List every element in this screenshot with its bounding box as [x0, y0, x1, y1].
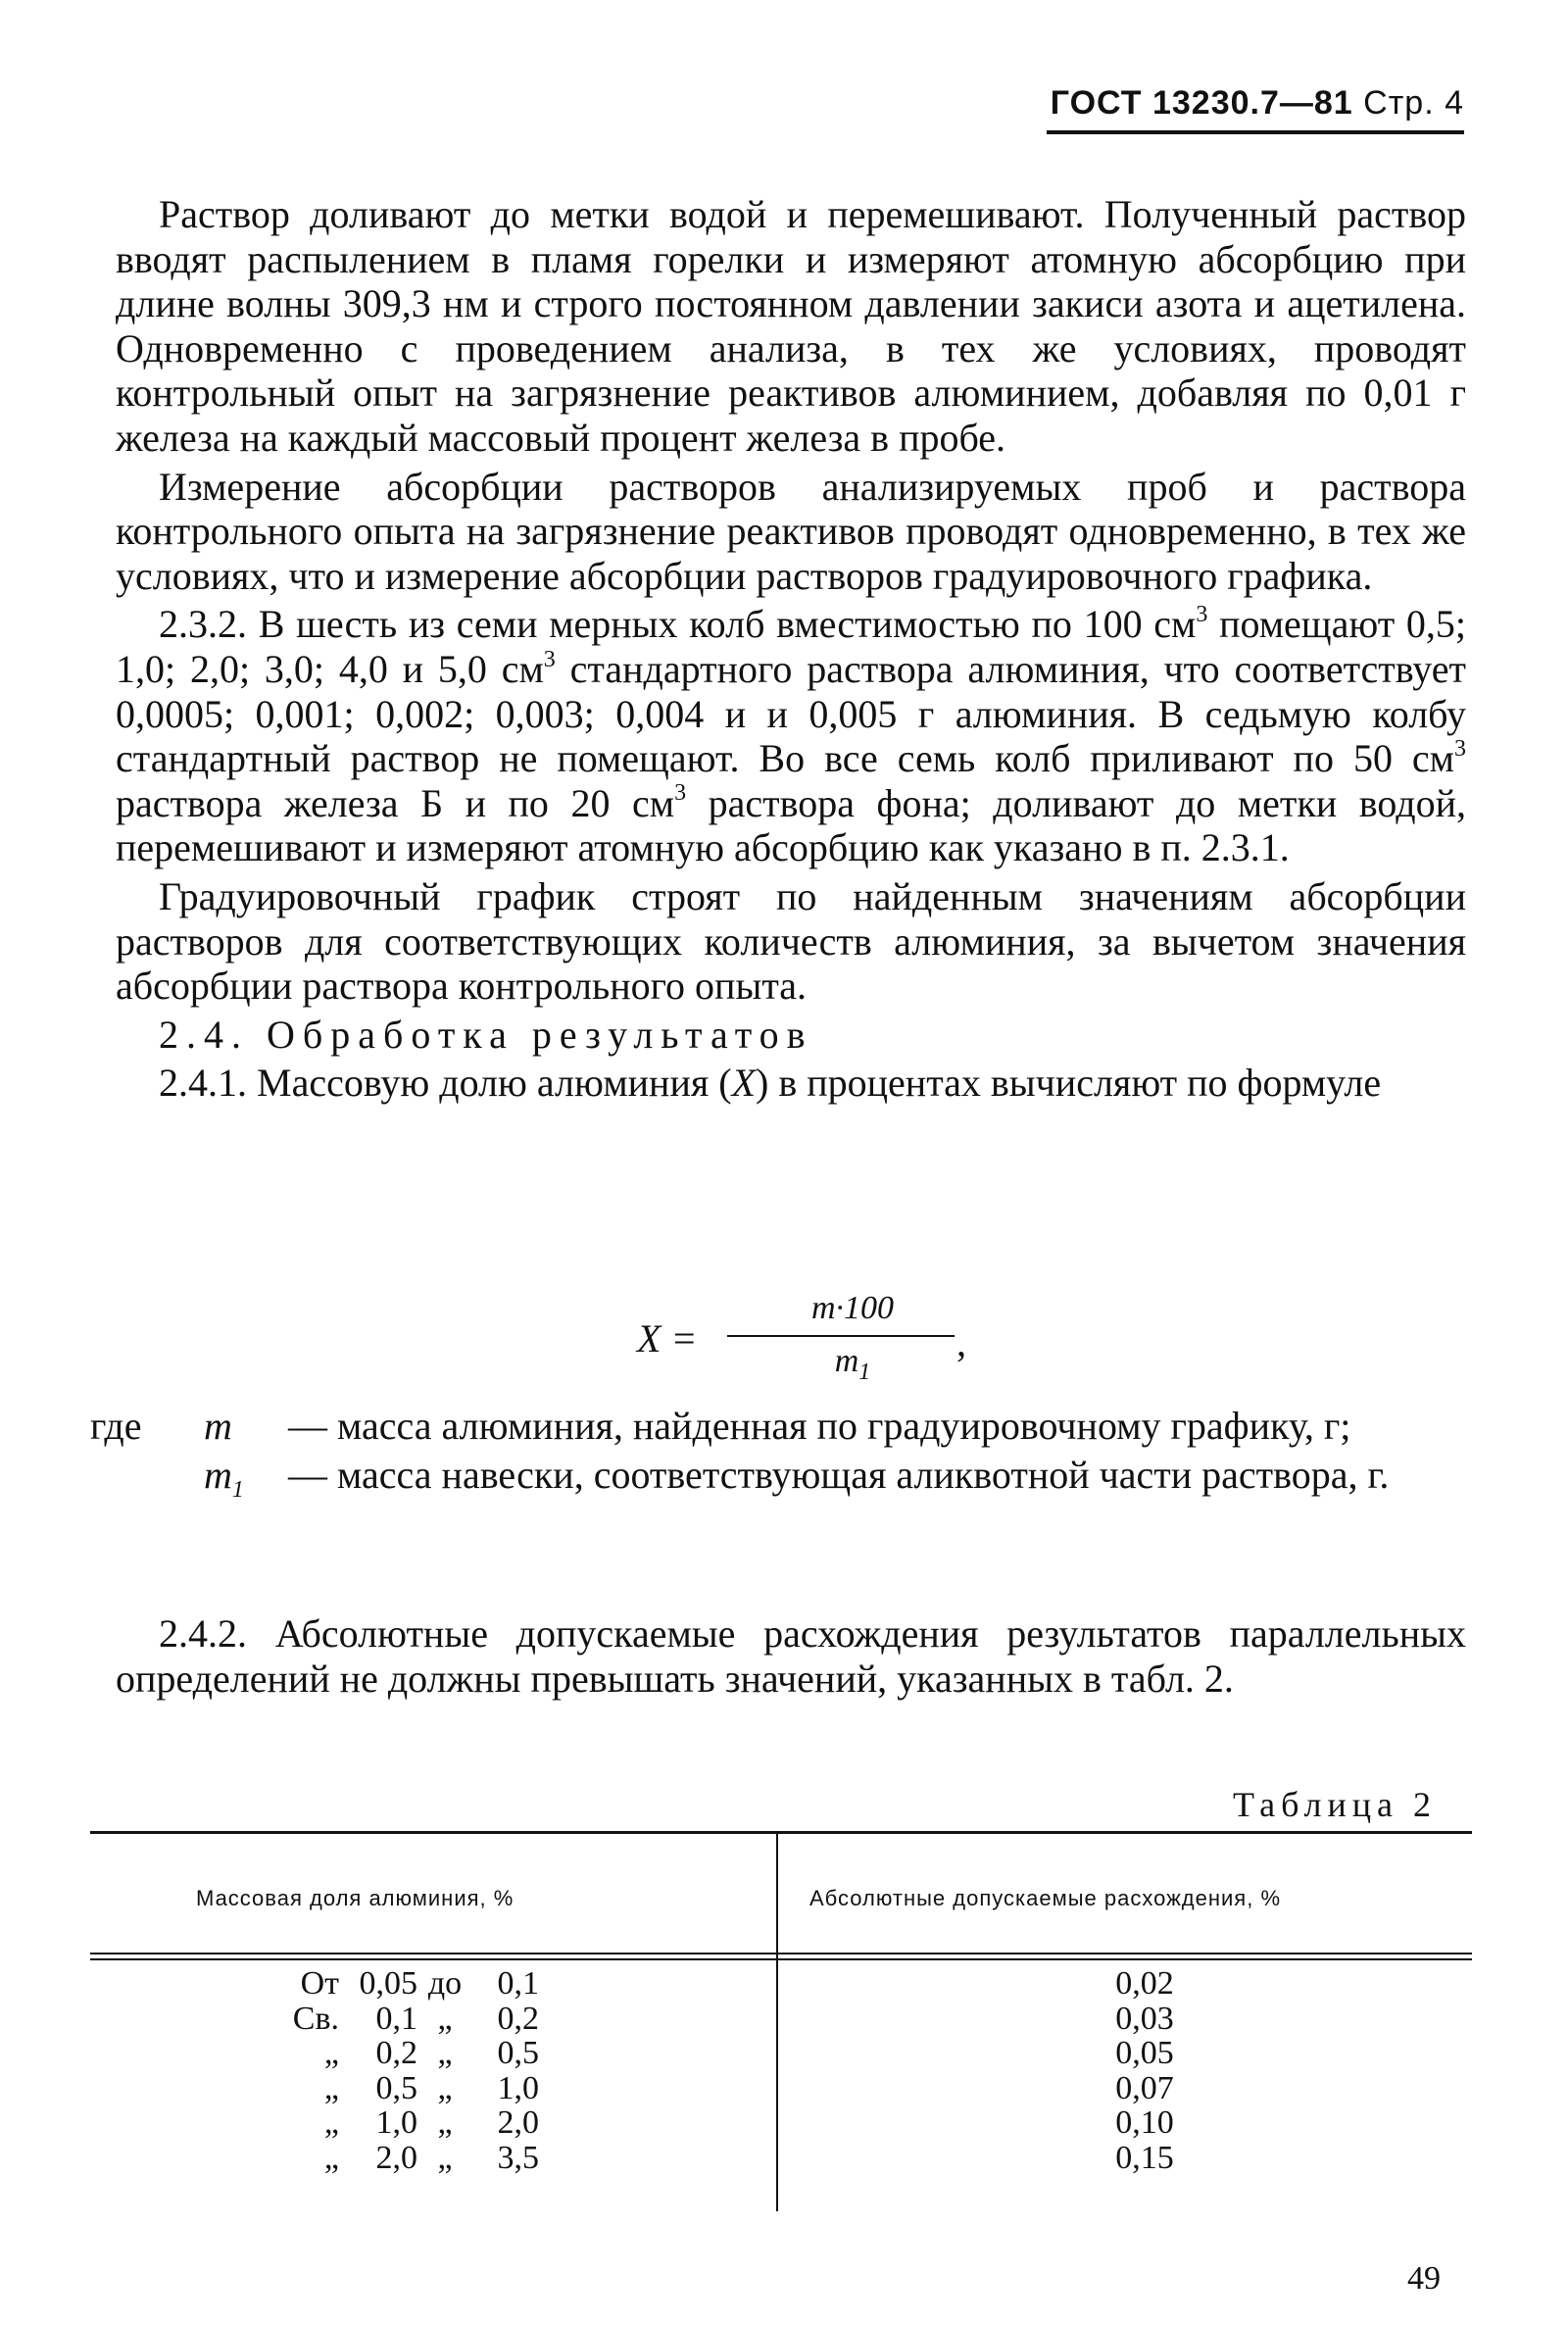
cell-to: 0,5 — [497, 2035, 539, 2071]
table-cell-value: 0,03 — [1115, 2000, 1174, 2037]
table-row — [276, 2002, 539, 2037]
table-cell-value: 0,07 — [1115, 2069, 1174, 2106]
cell-sep: „ — [437, 2104, 453, 2141]
cell-sep: до — [427, 1965, 463, 2002]
cell-prefix: От — [300, 1965, 339, 2002]
table-row — [276, 1966, 539, 2002]
text-run: 2.3.2. В шесть из семи мерных колб вместимостью по 100 см — [159, 602, 1197, 647]
cell-prefix: „ — [323, 2035, 339, 2071]
where-block — [90, 1404, 1466, 1503]
table-cell-value: 0,10 — [1115, 2104, 1174, 2141]
paragraph: Раствор доливают до метки водой и перемешивают. Полученный раствор вводят распылением в пламя горелки и измеряют атомную абсорбцию при длине волны 309,3 нм и строго постоянном давлении закиси азота и ацетилена. Одновременно с проведением анализа, в тех же условиях, проводят контрольный опыт на загрязнение реактивов алюминием, добавляя по 0,01 г железа на каждый массовый процент железа в пробе. — [116, 192, 1466, 460]
table-top-rule — [90, 1831, 1472, 1834]
page-number: 49 — [1407, 2260, 1441, 2297]
cell-from: 0,05 — [359, 1965, 417, 2002]
symbol-m1-var: m — [204, 1452, 232, 1497]
cell-to: 0,2 — [497, 2000, 539, 2037]
where-lead: где — [90, 1404, 142, 1448]
table-column-tolerances — [1086, 1966, 1203, 2175]
cell-from: 0,5 — [375, 2069, 417, 2106]
table-cell-value: 0,05 — [1115, 2035, 1174, 2071]
table-caption: Таблица 2 — [1233, 1785, 1437, 1824]
cell-sep: „ — [437, 2035, 453, 2071]
paragraph-2-4-1 — [116, 1061, 1466, 1106]
table-header-rule — [90, 1953, 1472, 1954]
paragraph: Градуировочный график строят по найденным значениям абсорбции растворов для соответствующих количеств алюминия, за вычетом значения абсорбции раствора контрольного опыта. — [116, 873, 1466, 1009]
table-cell-value: 0,15 — [1115, 2139, 1174, 2176]
cell-from: 1,0 — [375, 2104, 417, 2141]
paragraph-2-3-2 — [116, 602, 1466, 870]
table-column-ranges — [276, 1966, 539, 2175]
cell-prefix: „ — [323, 2104, 339, 2141]
table-header-mass-fraction: Массовая доля алюминия, % — [196, 1886, 514, 1910]
cell-sep: „ — [437, 2069, 453, 2106]
cell-prefix: „ — [323, 2069, 339, 2106]
text-run: 2.4.1. Массовую долю алюминия ( — [159, 1061, 732, 1106]
cell-from: 0,1 — [375, 2000, 417, 2037]
table-header-tolerance: Абсолютные допускаемые расхождения, % — [809, 1886, 1282, 1910]
section-heading: 2.4. Обработка результатов — [159, 1012, 813, 1057]
cell-prefix: Св. — [292, 2000, 339, 2037]
variable-x: X — [731, 1061, 757, 1106]
table-row — [276, 2071, 539, 2106]
cell-to: 3,5 — [497, 2139, 539, 2176]
superscript: 3 — [543, 646, 556, 672]
formula-denominator — [764, 1343, 941, 1385]
cell-prefix: „ — [323, 2139, 339, 2176]
definition-m1: — масса навески, соответствующая аликвотной части раствора, г. — [288, 1452, 1390, 1497]
table-row — [276, 2036, 539, 2071]
denominator-sub: 1 — [858, 1359, 871, 1385]
table-2 — [90, 1831, 1472, 2211]
numerator-text: m·100 — [810, 1290, 895, 1326]
cell-to: 0,1 — [497, 1965, 539, 2002]
table-row — [276, 2105, 539, 2141]
text-run: помещают 0,5; 1,0; 2,0; 3,0; 4,0 и 5,0 см — [116, 602, 1467, 691]
table-row — [276, 2141, 539, 2176]
cell-to: 1,0 — [497, 2069, 539, 2106]
cell-to: 2,0 — [497, 2104, 539, 2141]
formula-numerator — [764, 1290, 941, 1327]
table-column-divider — [776, 1831, 778, 2211]
where-row-m — [90, 1404, 1466, 1449]
cell-from: 0,2 — [375, 2035, 417, 2071]
symbol-m: m — [204, 1404, 232, 1448]
page-label: Стр. 4 — [1363, 84, 1464, 122]
table-header-rule — [90, 1958, 1472, 1960]
text-run: раствора железа Б и по 20 см — [116, 780, 675, 825]
text-run: стандартного раствора алюминия, что соответствует 0,0005; 0,001; 0,002; 0,003; 0,004 и и 0,005 г алюминия. В седьмую колбу стандартный раствор не помещают. Во все семь колб приливают по 50 см — [116, 646, 1466, 781]
definition-m: — масса алюминия, найденная по градуировочному графику, г; — [288, 1404, 1351, 1448]
where-row-m1 — [90, 1452, 1466, 1503]
paragraph-2-4-2 — [116, 1611, 1466, 1701]
denominator-var: m — [834, 1343, 859, 1379]
symbol-m1 — [204, 1452, 244, 1503]
superscript: 3 — [1454, 735, 1466, 762]
page-header — [1047, 84, 1464, 134]
cell-from: 2,0 — [375, 2139, 417, 2176]
formula-lhs: X = — [637, 1316, 698, 1360]
table-cell-value: 0,02 — [1115, 1965, 1174, 2002]
symbol-m1-sub: 1 — [231, 1476, 244, 1503]
formula — [627, 1290, 966, 1390]
body-text — [116, 192, 1466, 1106]
text-run: раствора фона; доливают до метки водой, перемешивают и измеряют атомную абсорбцию как указано в п. 2.3.1. — [116, 780, 1466, 870]
superscript: 3 — [1196, 602, 1208, 628]
formula-comma: , — [956, 1320, 966, 1364]
cell-sep: „ — [437, 2139, 453, 2176]
text-run: ) в процентах вычисляют по формуле — [756, 1061, 1382, 1106]
cell-sep: „ — [437, 2000, 453, 2037]
superscript: 3 — [674, 780, 687, 807]
fraction-bar — [727, 1335, 955, 1337]
paragraph: 2.4.2. Абсолютные допускаемые расхождения результатов параллельных определений не должны превышать значений, указанных в табл. 2. — [116, 1611, 1466, 1701]
paragraph: Измерение абсорбции растворов анализируемых проб и раствора контрольного опыта на загрязнение реактивов проводят одновременно, в тех же условиях, что и измерение абсорбции растворов градуировочного графика. — [116, 464, 1466, 598]
standard-number: ГОСТ 13230.7—81 — [1050, 84, 1353, 122]
